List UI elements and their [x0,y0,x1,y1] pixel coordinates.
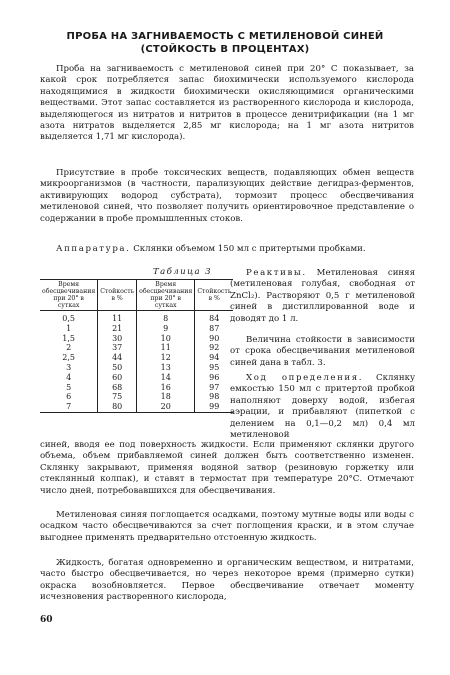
table-cell: 75 [98,392,137,402]
table-cell: 99 [195,402,233,412]
table-cell: 13 [137,363,195,373]
table-cell: 1 [66,323,72,333]
decolorization-table [40,279,233,413]
table-cell: 9 [137,324,195,334]
table-cell: 60 [98,373,137,383]
table-row [40,334,233,344]
reagents-text: Метиленовая синяя (метиленовая голубая, свободная от ZnCl₂). Растворяют 0,5 г метиленовой синей в дистиллированной воде и доводят до 1 л. [230,268,415,324]
table-cell: 87 [195,324,233,334]
table-row [40,324,233,334]
table-cell: 11 [137,343,195,353]
table-row [40,383,233,393]
procedure-paragraph-continued: синей, вводя ее под поверхность жидкости. Если применяют склянки другого объема, объем прибавляемой синей должен быть соответственно изменен. Склянку закрывают, применяя водяной затвор (резиновую горжетку или стеклянный колпак), и ставят в термостат при температуре 20°С. Отмечают число дней, потребовавшихся для обесцвечивания. [40,440,414,496]
table-cell: 3 [66,362,72,372]
table-header-row [40,280,233,311]
table-cell: 12 [137,353,195,363]
table-cell: 94 [195,353,233,363]
table-cell: 0,5 [62,314,75,323]
table-row [40,311,233,324]
nitrate-paragraph: Жидкость, богатая одновременно и органическим веществом, и нитратами, часто быстро обесцвечивается, но через некоторое время (примерно сутки) окраска возобновляется. Первое обесцвечивание отвечает моменту исчезновения растворенного кислорода, [40,558,414,603]
table-cell: 2 [66,343,72,353]
table-cell: 90 [195,334,233,344]
table-header-cell: Стойкость в % [195,280,233,311]
table-cell: 10 [137,334,195,344]
table-cell: 4 [66,372,72,382]
table-cell: 30 [98,334,137,344]
reagents-label: Реактивы. [246,268,307,278]
procedure-text: Склянку емкостью 150 мл с притертой пробкой наполняют доверху водой, избегая аэрации, и прибавляют (пипеткой с делением на 0,1—0,2 мл) 0,4 мл метиленовой [230,373,415,441]
page-number: 60 [40,615,53,625]
table-cell: 96 [195,373,233,383]
table-cell: 68 [98,383,137,393]
table-header-cell: Стойкость в % [98,280,137,311]
table-caption: Таблица 3 [152,267,212,277]
apparatus-paragraph [40,244,414,255]
table-row [40,402,233,412]
table-cell: 11 [98,311,137,324]
table-cell: 16 [137,383,195,393]
table-cell: 37 [98,343,137,353]
table-header-cell: Время обесцвечивания при 20° в сутках [137,280,195,311]
table-cell: 1,5 [62,333,75,343]
table-cell: 8 [137,311,195,324]
table-row [40,343,233,353]
page-title: ПРОБА НА ЗАГНИВАЕМОСТЬ С МЕТИЛЕНОВОЙ СИНЕЙ [66,31,384,42]
sediment-paragraph: Метиленовая синяя поглощается осадками, поэтому мутные воды или воды с осадком часто обесцвечиваются за счет поглощения краски, и в этом случае выгоднее применять предварительно отстоенную жидкость. [40,510,414,543]
table-cell: 84 [195,311,233,324]
intro-paragraph: Проба на загниваемость с метиленовой синей при 20° С показывает, за какой срок потребляется запас биохимически используемого кислорода находящимися в жидкости биохимически окисляющимися органическими веществами. Этот запас составляется из растворенного кислорода и кислорода, выделяющегося из нитратов и нитритов в процессе денитрификации (на 1 мг азота нитратов выделяется 2,85 мг кислорода; на 1 мг азота нитритов выделяется 1,71 мг кислорода). [40,64,414,143]
table-cell: 92 [195,343,233,353]
table-cell: 20 [137,402,195,412]
table-cell: 98 [195,392,233,402]
table-cell: 95 [195,363,233,373]
procedure-paragraph-start [230,373,415,441]
table-cell: 50 [98,363,137,373]
table-cell: 80 [98,402,137,412]
procedure-label: Ход определения. [246,373,364,383]
table-row [40,392,233,402]
table-cell: 7 [40,402,98,412]
apparatus-text: Склянки объемом 150 мл с притертыми пробками. [130,244,366,254]
table-cell: 6 [66,392,72,402]
table-row [40,353,233,363]
table-header-cell: Время обесцвечивания при 20° в сутках [40,280,98,311]
table-cell: 97 [195,383,233,393]
stability-value-paragraph: Величина стойкости в зависимости от срока обесцвечивания метиленовой синей дана в табл. 3. [230,335,415,368]
table-row [40,363,233,373]
table-cell: 5 [66,382,72,392]
page-subtitle: (СТОЙКОСТЬ В ПРОЦЕНТАХ) [140,44,310,55]
table-cell: 2,5 [62,353,75,363]
reagents-paragraph [230,268,415,325]
table-cell: 21 [98,324,137,334]
table-cell: 14 [137,373,195,383]
table-cell: 44 [98,353,137,363]
toxic-substances-paragraph: Присутствие в пробе токсических веществ, подавляющих обмен веществ микроорганизмов (в частности, парализующих действие дегидраз-ферментов, активирующих водород субстрата), тормозит процесс обесцвечивания метиленовой синей, что позволяет получить ориентировочное представление о содержании в пробе промышленных стоков. [40,168,414,224]
table-row [40,373,233,383]
apparatus-label: Аппаратура. [56,244,131,254]
table-cell: 18 [137,392,195,402]
